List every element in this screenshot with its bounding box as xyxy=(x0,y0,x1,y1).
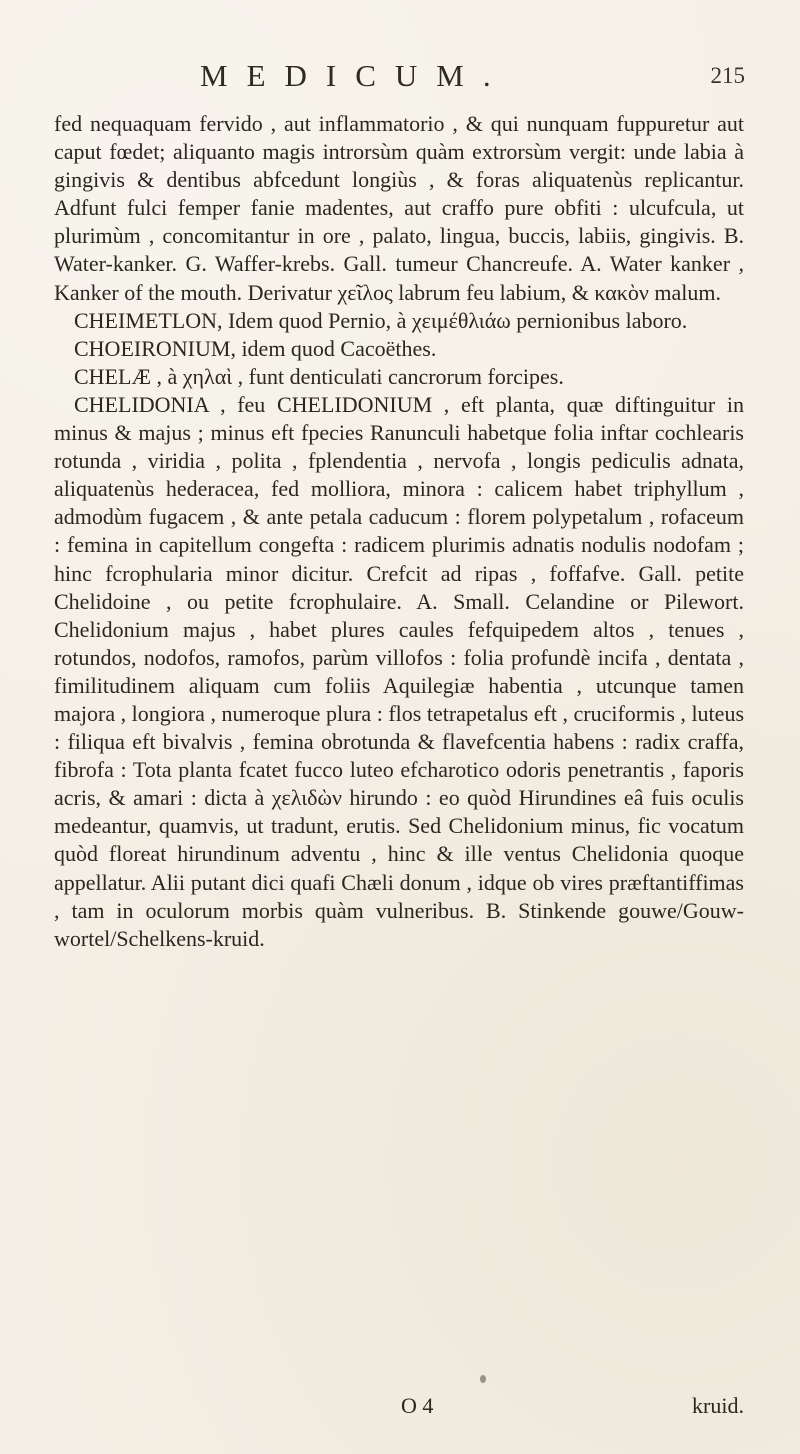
page-header xyxy=(200,58,745,98)
paper-speck xyxy=(480,1375,486,1383)
catchword: kruid. xyxy=(692,1393,744,1418)
page-footer xyxy=(54,1393,744,1423)
entry-choeironium: CHOEIRONIUM, idem quod Cacoëthes. xyxy=(74,335,437,361)
paragraph-continuation: fed nequaquam fervido , aut inflammatorio , & qui nunquam fuppuretur aut caput fœdet; aliquanto magis introrsùm quàm extrorsùm vergit: unde labia à gingivis & dentibus abfcedunt longiùs , & foras aliquatenùs replicantur. Adfunt fulci femper fanie madentes, aut craffo pure obfiti : ulcufcula, ut plurimùm , concomitantur in ore , palato, lingua, buccis, labiis, gingivis. B. Water-kanker. G. Waffer-krebs. Gall. tumeur Chancreufe. A. Water kanker , Kanker of the mouth. Derivatur χεῖλος labrum feu labium, & κακὸν malum. xyxy=(54,111,744,305)
signature-mark: O 4 xyxy=(401,1393,434,1418)
page-number: 215 xyxy=(710,63,745,88)
entry-chelidonia: CHELIDONIA , feu CHELIDONIUM , eft planta, quæ diftinguitur in minus & majus ; minus eft fpecies Ranunculi habetque folia inftar cochlearis rotunda , viridia , polita , fplendentia , nervofa , longis pediculis adnata, aliquatenùs hederacea, fed molliora, minora : calicem habet triphyllum , admodùm fugacem , & ante petala caducum : florem polypetalum , rofaceum : femina in capitellum congefta : radicem plurimis adnatis nodulis nodofam ; hinc fcrophularia minor dicitur. Crefcit ad ripas , foffafve. Gall. petite Chelidoine , ou petite fcrophulaire. A. Small. Celandine or Pilewort. Chelidonium majus , habet plures caules fefquipedem altos , tenues , rotundos, nodofos, ramofos, parùm villofos : folia profundè incifa , dentata , fimilitudinem aliquam cum foliis Aquilegiæ habentia , utcunque tamen majora , longiora , numeroque plura : flos tetrapetalus eft , cruciformis , luteus : filiqua eft bivalvis , femina obrotunda & flavefcentia habens : radix craffa, fibrofa : Tota planta fcatet fucco luteo efcharotico odoris penetrantis , faporis acris, & amari : dicta à χελιδὼν hirundo : eo quòd Hirundines eâ fuis oculis medeantur, quamvis, ut tradunt, erutis. Sed Chelidonium minus, fic vocatum quòd floreat hirundinum adventu , hinc & ille ventus Chelidonia quoque appellatur. Alii putant dici quafi Chæli donum , idque ob vires præftantiffimas , tam in oculorum morbis quàm vulneribus. B. Stinkende gouwe/Gouw-wortel/Schelkens-kruid. xyxy=(54,391,744,951)
entry-cheimetlon: CHEIMETLON, Idem quod Pernio, à χειμέθλιάω pernionibus laboro. xyxy=(74,307,688,333)
main-text xyxy=(54,110,744,953)
running-head: MEDICUM. xyxy=(200,58,510,93)
entry-chelae: CHELÆ , à χηλαὶ , funt denticulati cancrorum forcipes. xyxy=(74,363,564,389)
